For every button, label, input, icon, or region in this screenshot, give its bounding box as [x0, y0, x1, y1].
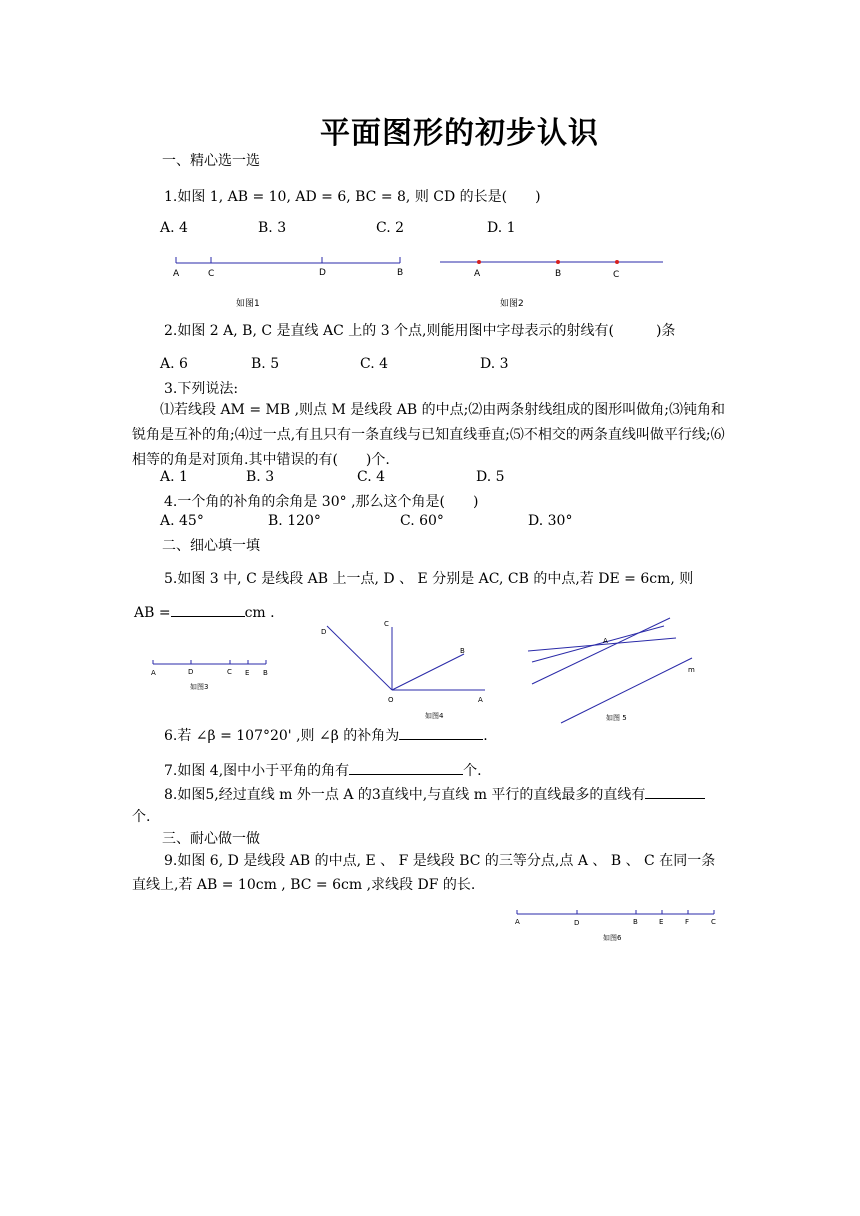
q6-suffix: .: [483, 728, 488, 744]
fig6-label-e: E: [659, 918, 664, 926]
q8-text: 8.如图5,经过直线 m 外一点 A 的3直线中,与直线 m 平行的直线最多的直线有: [164, 787, 646, 803]
q2-option-d: D. 3: [480, 356, 509, 372]
fig4-label-a: A: [478, 696, 483, 704]
fig4-label-c: C: [384, 620, 389, 628]
q3-option-c: C. 4: [357, 469, 386, 485]
fig3-label-e: E: [245, 669, 250, 677]
question-2: 2.如图 2 A, B, C 是直线 AC 上的 3 个点,则能用图中字母表示的射线有( )条: [164, 323, 676, 339]
question-6: [164, 725, 488, 745]
fig3-label-c: C: [227, 668, 232, 676]
question-9-line-2: 直线上,若 AB = 10cm , BC = 6cm ,求线段 DF 的长.: [132, 877, 476, 893]
fig1-label-d: D: [319, 268, 326, 278]
fig6-caption: 如图6: [603, 934, 622, 942]
q7-suffix: 个.: [463, 763, 482, 779]
fig3-label-d: D: [188, 668, 194, 676]
question-3-body: ⑴若线段 AM = MB ,则点 M 是线段 AB 的中点;⑵由两条射线组成的图形叫做角;⑶钝角和锐角是互补的角;⑷过一点,有且只有一条直线与已知直线垂直;⑸不相交的两条直线叫做平行线;⑹相等的角是对顶角.其中错误的有( )个.: [132, 402, 726, 468]
question-5-tail: [134, 604, 275, 621]
fig6-label-a: A: [515, 918, 520, 926]
q4-option-d: D. 30°: [528, 513, 573, 529]
question-7: [164, 760, 482, 780]
q7-prefix: 7.如图 4,图中小于平角的角有: [164, 763, 350, 779]
q4-option-a: A. 45°: [160, 513, 204, 529]
q1-option-b: B. 3: [258, 220, 287, 236]
q4-option-c: C. 60°: [400, 513, 444, 529]
figure-3: [148, 656, 272, 696]
fig5-label-a: A: [603, 637, 608, 645]
fig6-label-c: C: [711, 918, 716, 926]
figure-1: [168, 250, 412, 310]
q3-option-b: B. 3: [246, 469, 275, 485]
q1-option-a: A. 4: [160, 220, 188, 236]
question-3-title: 3.下列说法:: [164, 381, 239, 397]
fig4-label-d: D: [321, 628, 327, 636]
q5-tail-suffix: cm .: [244, 605, 275, 621]
q3-option-d: D. 5: [476, 469, 505, 485]
section-heading-3: 三、耐心做一做: [162, 831, 260, 847]
q6-answer-blank[interactable]: [399, 727, 483, 740]
q2-option-a: A. 6: [160, 356, 188, 372]
fig6-label-f: F: [685, 918, 690, 926]
q3-option-a: A. 1: [160, 469, 188, 485]
q6-prefix: 6.若 ∠β = 107°20' ,则 ∠β 的补角为: [164, 728, 400, 744]
fig6-label-d: D: [574, 919, 580, 927]
fig1-label-b: B: [397, 268, 404, 278]
q1-option-d: D. 1: [487, 220, 516, 236]
fig4-label-b: B: [460, 647, 465, 655]
q1-option-c: C. 2: [376, 220, 405, 236]
fig5-label-m: m: [688, 666, 695, 674]
q4-option-b: B. 120°: [268, 513, 321, 529]
question-5: 5.如图 3 中, C 是线段 AB 上一点, D 、 E 分别是 AC, CB 的中点,若 DE = 6cm, 则: [164, 571, 694, 587]
page-title: 平面图形的初步认识: [320, 116, 599, 151]
q7-answer-blank[interactable]: [349, 762, 463, 775]
question-8: [164, 784, 705, 804]
fig1-label-a: A: [173, 269, 180, 279]
q2-option-c: C. 4: [360, 356, 389, 372]
fig1-label-c: C: [208, 269, 215, 279]
figure-5: [524, 614, 704, 728]
q5-answer-blank[interactable]: [171, 604, 245, 617]
fig1-caption: 如图1: [236, 299, 260, 309]
fig2-caption: 如图2: [500, 299, 524, 309]
fig3-label-a: A: [151, 669, 156, 677]
section-heading-1: 一、精心选一选: [162, 153, 260, 169]
q5-tail-prefix: AB =: [134, 605, 171, 621]
figure-6: [512, 906, 722, 946]
fig3-caption: 如图3: [190, 683, 209, 691]
question-4: 4.一个角的补角的余角是 30° ,那么这个角是( ): [164, 494, 479, 510]
figure-2: [438, 252, 668, 312]
fig5-caption: 如图 5: [606, 714, 627, 722]
fig4-caption: 如图4: [425, 712, 444, 720]
fig2-label-a: A: [474, 269, 481, 279]
fig4-label-o: O: [388, 696, 394, 704]
figure-4: [314, 614, 494, 724]
question-8-tail: 个.: [132, 809, 151, 825]
question-9-line-1: 9.如图 6, D 是线段 AB 的中点, E 、 F 是线段 BC 的三等分点,点 A 、 B 、 C 在同一条: [164, 853, 716, 869]
question-1: 1.如图 1, AB = 10, AD = 6, BC = 8, 则 CD 的长是( ): [164, 189, 541, 205]
fig6-label-b: B: [633, 918, 638, 926]
q8-answer-blank[interactable]: [645, 786, 705, 799]
fig3-label-b: B: [263, 669, 268, 677]
section-heading-2: 二、细心填一填: [162, 538, 260, 554]
q2-option-b: B. 5: [251, 356, 280, 372]
fig2-label-c: C: [613, 270, 620, 280]
fig2-label-b: B: [555, 269, 562, 279]
